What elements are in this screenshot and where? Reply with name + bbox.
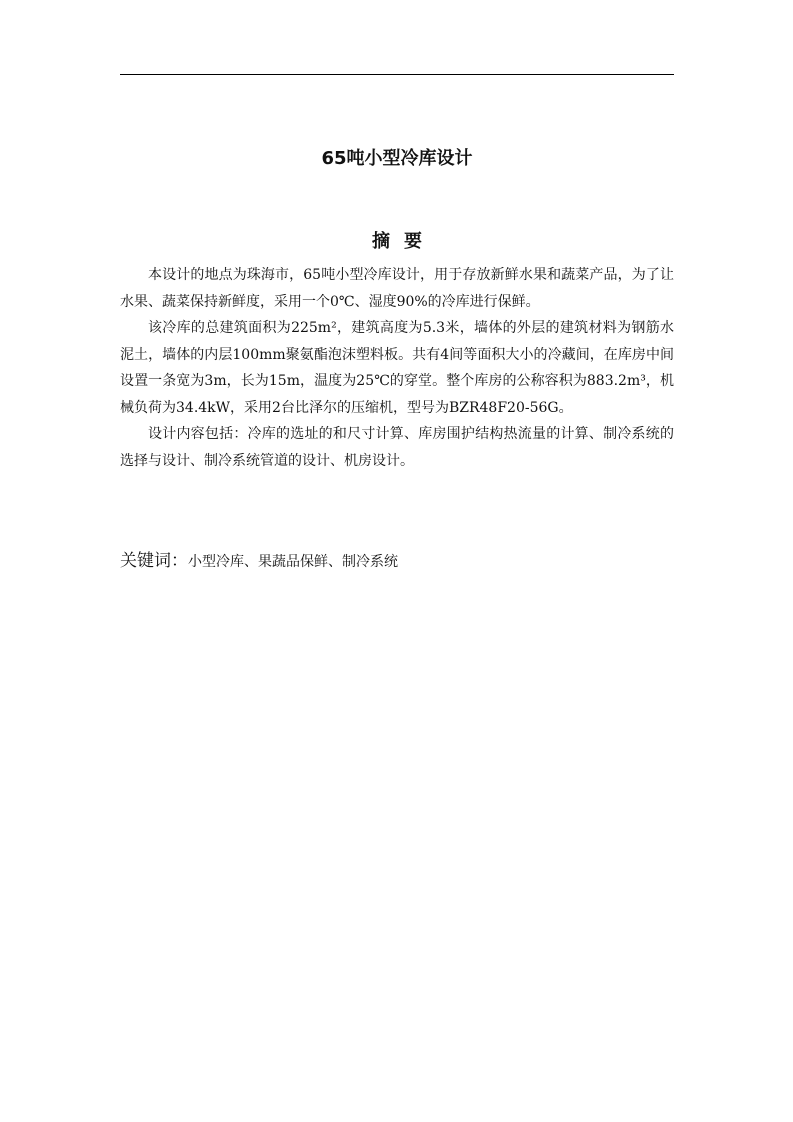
abstract-body xyxy=(120,262,674,474)
abstract-paragraph-specs: 该冷库的总建筑面积为225m²，建筑高度为5.3米，墙体的外层的建筑材料为钢筋水泥土，墙体的内层100mm聚氨酯泡沫塑料板。共有4间等面积大小的冷藏间，在库房中间设置一条宽为3m，长为15m，温度为25℃的穿堂。整个库房的公称容积为883.2m³，机械负荷为34.4kW，采用2台比泽尔的压缩机，型号为BZR48F20-56G。 xyxy=(120,320,674,416)
document-title: 65吨小型冷库设计 xyxy=(321,148,473,169)
abstract-paragraph-contents: 设计内容包括：冷库的选址的和尺寸计算、库房围护结构热流量的计算、制冷系统的选择与设计、制冷系统管道的设计、机房设计。 xyxy=(120,426,674,469)
keywords-text: 小型冷库、果蔬品保鲜、制冷系统 xyxy=(188,554,398,570)
header-rule xyxy=(120,74,674,75)
abstract-paragraph-location: 本设计的地点为珠海市，65吨小型冷库设计，用于存放新鲜水果和蔬菜产品，为了让水果、蔬菜保持新鲜度，采用一个0℃、湿度90%的冷库进行保鲜。 xyxy=(120,267,674,310)
abstract-heading: 摘要 xyxy=(372,231,436,252)
keywords-label: 关键词： xyxy=(120,551,188,571)
keywords-line xyxy=(120,548,674,575)
